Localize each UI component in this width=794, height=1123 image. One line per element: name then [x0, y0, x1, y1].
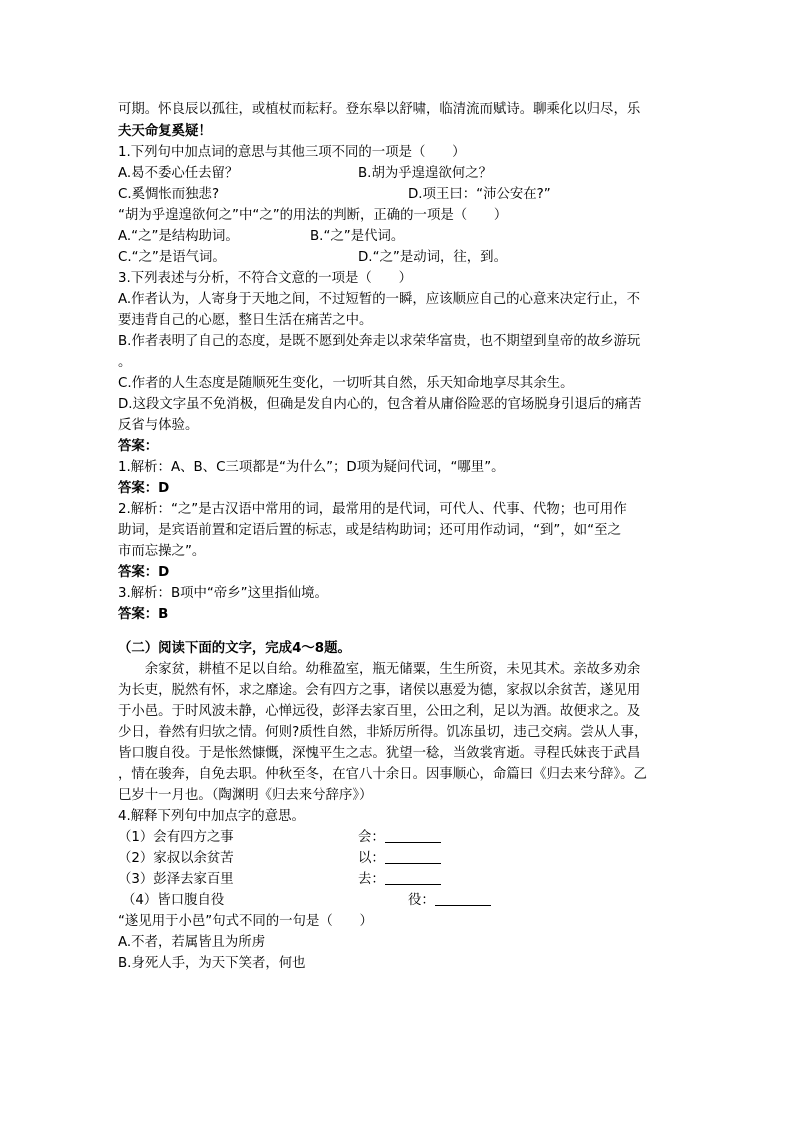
question-3-option-a: A.作者认为，人寄身于天地之间，不过短暂的一瞬，应该顺应自己的心意来决定行止，不 [118, 292, 641, 307]
answer-label: 以： [358, 851, 385, 866]
answer-blank[interactable] [385, 828, 441, 843]
passage-line: 余家贫，耕植不足以自给。幼稚盈室，瓶无储粟，生生所资，未见其术。亲故多劝余 [118, 662, 641, 677]
answer-2-explanation-cont: 助词，是宾语前置和定语后置的标志，或是结构助词；还可用作动词，“到”，如“至之 [118, 523, 621, 538]
question-5-option-a: A.不者，若属皆且为所虏 [118, 935, 266, 950]
question-4-stem: 4.解释下列句中加点字的意思。 [118, 809, 305, 824]
question-3-option-d-cont: 反省与体验。 [118, 418, 199, 433]
passage-line: ，情在骏奔，自免去职。仲秋至冬，在官八十余日。因事顺心，命篇曰《归去来兮辞》。乙 [118, 767, 647, 782]
answer-2-explanation-cont: 市而忘操之”。 [118, 544, 206, 559]
question-3-option-d: D.这段文字虽不免消极，但确是发自内心的，包含着从庸俗险恶的官场脱身引退后的痛苦 [118, 397, 642, 412]
answers-heading: 答案： [118, 439, 159, 454]
question-3-stem: 3.下列表述与分析，不符合文意的一项是（ ） [118, 271, 412, 286]
question-1-option-c: C.奚惆怅而独悲? [118, 187, 220, 202]
question-3-option-b: B.作者表明了自己的态度，是既不愿到处奔走以求荣华富贵，也不期望到皇帝的故乡游玩 [118, 334, 641, 349]
question-3-option-a-cont: 要违背自己的心愿，整日生活在痛苦之中。 [118, 313, 373, 328]
section-2-heading: （二）阅读下面的文字，完成4～8题。 [118, 641, 351, 656]
question-2-option-b: B.“之”是代词。 [310, 229, 405, 244]
answer-1: 答案：D [118, 481, 170, 496]
answer-label: 会： [358, 830, 385, 845]
question-1-option-a: A.曷不委心任去留？ [118, 166, 239, 181]
question-3-option-b-cont: 。 [118, 355, 132, 370]
question-1-option-b: B.胡为乎遑遑欲何之？ [358, 166, 492, 181]
question-4-item-1-answer [358, 828, 441, 848]
answer-blank[interactable] [385, 870, 441, 885]
passage-line: 巳岁十一月也。（陶渊明《归去来兮辞序》） [118, 788, 373, 803]
passage-line: 皆口腹自役。于是怅然慷慨，深愧平生之志。犹望一稔，当敛裳宵逝。寻程氏妹丧于武昌 [118, 746, 641, 761]
question-1-stem: 1.下列句中加点词的意思与其他三项不同的一项是（ ） [118, 145, 466, 160]
question-4-item-3: （3）彭泽去家百里 [118, 872, 234, 887]
question-4-item-4: （4）皆口腹自役 [122, 893, 225, 908]
answer-2: 答案：D [118, 565, 170, 580]
passage-line: 为长吏，脱然有怀，求之靡途。会有四方之事，诸侯以惠爱为德，家叔以余贫苦，遂见用 [118, 683, 641, 698]
question-2-option-d: D.“之”是动词，往，到。 [358, 250, 507, 265]
question-4-item-1: （1）会有四方之事 [118, 830, 234, 845]
answer-blank[interactable] [385, 849, 441, 864]
question-4-item-2-answer [358, 849, 441, 869]
answer-3: 答案：B [118, 607, 169, 622]
question-3-option-c: C.作者的人生态度是随顺死生变化，一切听其自然，乐天知命地享尽其余生。 [118, 376, 574, 391]
answer-blank[interactable] [435, 891, 491, 906]
question-5-stem: “遂见用于小邑”句式不同的一句是（ ） [118, 914, 373, 929]
answer-3-explanation: 3.解析：B项中“帝乡”这里指仙境。 [118, 586, 328, 601]
question-4-item-4-answer [408, 891, 491, 911]
answer-1-explanation: 1.解析：A、B、C三项都是“为什么”；D项为疑问代词，“哪里”。 [118, 460, 505, 475]
question-4-item-3-answer [358, 870, 441, 890]
passage-line: 少日，眷然有归欤之情。何则?质性自然，非矫厉所得。饥冻虽切，违己交病。尝从人事， [118, 725, 648, 740]
question-4-item-2: （2）家叔以余贫苦 [118, 851, 234, 866]
answer-2-explanation: 2.解析：“之”是古汉语中常用的词，最常用的是代词，可代人、代事、代物；也可用作 [118, 502, 627, 517]
question-2-option-c: C.“之”是语气词。 [118, 250, 226, 265]
question-5-option-b: B.身死人手，为天下笑者，何也 [118, 956, 306, 971]
answer-label: 役： [408, 893, 435, 908]
question-2-option-a: A.“之”是结构助词。 [118, 229, 239, 244]
answer-label: 去： [358, 872, 385, 887]
passage-line: 可期。怀良辰以孤往，或植杖而耘耔。登东皋以舒啸，临清流而赋诗。聊乘化以归尽，乐 [118, 102, 641, 117]
passage-line: 夫天命复奚疑！ [118, 124, 212, 139]
passage-line: 于小邑。于时风波未静，心惮远役，彭泽去家百里，公田之利，足以为酒。故便求之。及 [118, 704, 641, 719]
question-2-stem: “胡为乎遑遑欲何之”中“之”的用法的判断，正确的一项是（ ） [118, 208, 508, 223]
question-1-option-d: D.项王曰：“沛公安在?” [408, 187, 551, 202]
